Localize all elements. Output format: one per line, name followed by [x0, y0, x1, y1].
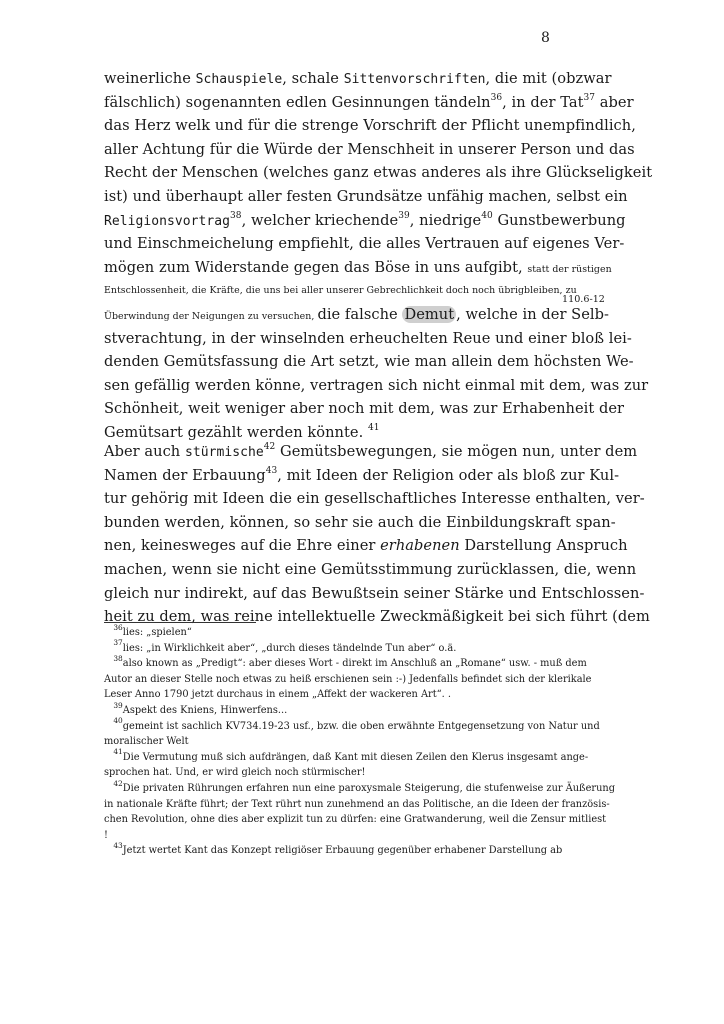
- footnotes: [104, 622, 615, 859]
- text-line: das Herz welk und für die strenge Vorschrift der Pflicht unempfindlich,: [104, 117, 636, 135]
- text-line: denden Gemütsfassung die Art setzt, wie man allein dem höchsten We-: [104, 353, 634, 371]
- text-line: tur gehörig mit Ideen die ein gesellschaftliches Interesse enthalten, ver-: [104, 490, 645, 508]
- footnote-42-cont: in nationale Kräfte führt; der Text rührt nun zunehmend an das Politische, an die Ideen der französis-: [104, 798, 610, 810]
- footnote-43: $^{43}$Jetzt wertet Kant das Konzept religiöser Erbauung gegenüber erhabener Darstellung ab: [113, 841, 563, 857]
- text-line: nen, keinesweges auf die Ehre einer erhabenen Darstellung Anspruch: [104, 537, 628, 555]
- footnote-40: $^{40}$gemeint ist sachlich KV734.19-23 usf., bzw. die oben erwähnte Entgegensetzung von Natur und: [113, 716, 600, 732]
- text-line: machen, wenn sie nicht eine Gemütsstimmung zurücklassen, die, wenn: [104, 560, 637, 578]
- footnote-38: $^{38}$also known as „Predigt“: aber dieses Wort - direkt im Anschluß an „Romane“ usw. - muß dem: [113, 653, 587, 670]
- text-line: Schönheit, weit weniger aber noch mit dem, was zur Erhabenheit der: [104, 400, 625, 418]
- text-line: Religionsvortrag$^{38}$, welcher kriechende$^{39}$, niedrige$^{40}$ Gunstbewerbung: [104, 210, 626, 229]
- text-line: mögen zum Widerstande gegen das Böse in uns aufgibt, statt der rüstigen: [104, 258, 612, 276]
- footnote-38-cont: Autor an dieser Stelle noch etwas zu heiß erschienen sein :-) Jedenfalls befindet sich der klerikale: [104, 673, 592, 685]
- footnote-40-cont: moralischer Welt: [104, 736, 189, 748]
- text-line-small: Entschlossenheit, die Kräfte, die uns bei aller unserer Gebrechlichkeit doch noch übrigbleiben, zu: [104, 285, 577, 297]
- text-line: und Einschmeichelung empfiehlt, die alles Vertrauen auf eigenes Ver-: [104, 235, 625, 253]
- footnote-41-cont: sprochen hat. Und, er wird gleich noch stürmischer!: [104, 767, 366, 779]
- text-line: Überwindung der Neigungen zu versuchen, die falsche Demut , welche in der Selb-: [104, 305, 609, 323]
- highlighted-word[interactable]: Demut: [404, 305, 455, 323]
- footnote-ref: 36: [490, 92, 503, 103]
- footnote-39: $^{39}$Aspekt des Kniens, Hinwerfens...: [113, 700, 288, 716]
- footnote-42-cont: chen Revolution, ohne dies aber explizit tun zu dürfen: eine Gratwanderung, weil die Zensur mitliest: [104, 814, 607, 826]
- text-line: Aber auch stürmische$^{42}$ Gemütsbewegungen, sie mögen nun, unter dem: [104, 442, 638, 460]
- text-line: Recht der Menschen (welches ganz etwas anderes als ihre Glückseligkeit: [104, 164, 653, 182]
- footnote-41: $^{41}$Die Vermutung muß sich aufdrängen, daß Kant mit diesen Zeilen den Klerus insgesamt ange-: [113, 747, 589, 763]
- footnote-42: $^{42}$Die privaten Rührungen erfahren nun eine paroxysmale Steigerung, die stufenweise zur Äußerung: [113, 778, 615, 794]
- footnote-38-cont: Leser Anno 1790 jetzt durchaus in einem „Affekt der wackeren Art“. .: [104, 689, 452, 701]
- text-line: gleich nur indirekt, auf das Bewußtsein seiner Stärke und Entschlossen-: [104, 584, 645, 602]
- text-line: ist) und überhaupt aller festen Grundsätze unfähig machen, selbst ein: [104, 187, 628, 205]
- text-line: heit zu dem, was reine intellektuelle Zweckmäßigkeit bei sich führt (dem: [104, 608, 650, 626]
- text-line: weinerliche Schauspiele, schale Sittenvorschriften, die mit (obzwar: [104, 70, 612, 87]
- footnote-ref: 37: [583, 92, 596, 103]
- text-line: aller Achtung für die Würde der Menschheit in unserer Person und das: [104, 140, 635, 158]
- text-line: Namen der Erbauung$^{43}$, mit Ideen der Religion oder als bloß zur Kul-: [104, 465, 620, 484]
- footnote-36: $^{36}$lies: „spielen“: [113, 622, 192, 638]
- footnote-37: $^{37}$lies: „in Wirklichkeit aber“, „durch dieses tändelnde Tun aber“ o.ä.: [113, 638, 457, 654]
- text-line: stverachtung, in der winselnden erheuchelten Reue und einer bloß lei-: [104, 329, 632, 347]
- margin-reference: 110.6-12: [562, 294, 605, 305]
- paragraph-2: [104, 440, 650, 629]
- text-line: sen gefällig werden könne, vertragen sich nicht einmal mit dem, was zur: [104, 376, 649, 394]
- text-line: bunden werden, können, so sehr sie auch die Einbildungskraft span-: [104, 513, 616, 531]
- text-line: Gemütsart gezählt werden könnte. $^{41}$: [104, 423, 380, 441]
- footnote-divider: [104, 622, 256, 623]
- footnote-42-cont: !: [104, 829, 108, 841]
- page-number: 8: [541, 30, 550, 46]
- text-line: fälschlich) sogenannten edlen Gesinnungen tändeln$^{36}$, in der Tat$^{37}$ aber: [104, 92, 634, 111]
